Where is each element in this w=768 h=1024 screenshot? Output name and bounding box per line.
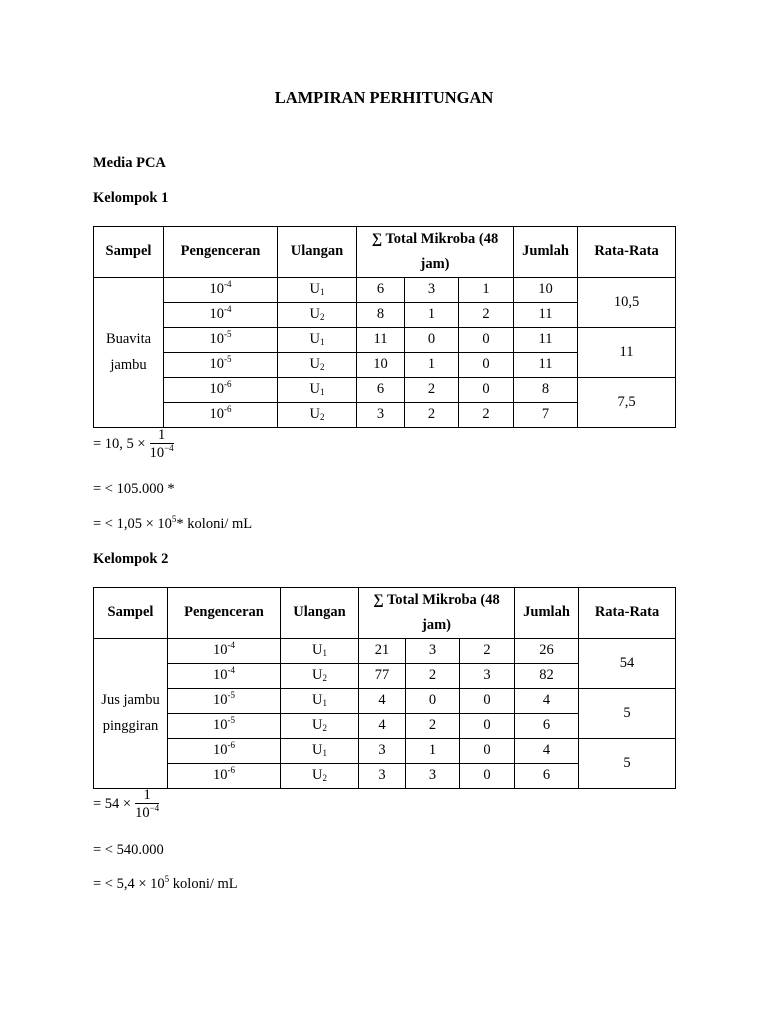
average-cell: 10,5 [578, 278, 676, 328]
dilution-cell: $10^{-5}$ [164, 328, 278, 353]
count-cell: 4 [359, 689, 406, 714]
jumlah-cell: 82 [515, 664, 579, 689]
replicate-cell: $U_1$ [281, 689, 359, 714]
count-cell: 1 [405, 303, 459, 328]
header-ulangan: Ulangan [278, 227, 357, 278]
header-rata-rata: Rata-Rata [579, 588, 676, 639]
replicate-cell: $U_2$ [281, 764, 359, 789]
group-1-heading: Kelompok 1 [93, 190, 169, 206]
count-cell: 2 [459, 303, 514, 328]
replicate-cell: $U_1$ [278, 278, 357, 303]
replicate-cell: $U_2$ [281, 664, 359, 689]
header-sampel: Sampel [94, 588, 168, 639]
header-jumlah: Jumlah [514, 227, 578, 278]
header-pengenceran: Pengenceran [164, 227, 278, 278]
count-cell: 2 [406, 714, 460, 739]
jumlah-cell: 11 [514, 353, 578, 378]
count-cell: 1 [406, 739, 460, 764]
count-cell: 1 [405, 353, 459, 378]
count-cell: 0 [460, 714, 515, 739]
jumlah-cell: 6 [515, 764, 579, 789]
group-2-formula-2: = < 540.000 [93, 842, 164, 858]
count-cell: 0 [460, 689, 515, 714]
count-cell: 4 [359, 714, 406, 739]
replicate-cell: $U_1$ [281, 739, 359, 764]
table-row [94, 378, 676, 403]
table-header-row [94, 588, 676, 639]
dilution-cell: $10^{-5}$ [168, 714, 281, 739]
dilution-cell: $10^{-6}$ [164, 378, 278, 403]
average-cell: 7,5 [578, 378, 676, 428]
jumlah-cell: 4 [515, 689, 579, 714]
count-cell: 2 [459, 403, 514, 428]
count-cell: 2 [406, 664, 460, 689]
media-heading: Media PCA [93, 155, 166, 171]
group-2-body [94, 639, 676, 789]
dilution-cell: $10^{-5}$ [164, 353, 278, 378]
count-cell: 1 [459, 278, 514, 303]
count-cell: 6 [357, 278, 405, 303]
count-cell: 8 [357, 303, 405, 328]
count-cell: 3 [406, 639, 460, 664]
group-1-formula-3: = < $1,05 \times 10^5*$ koloni/ mL [93, 514, 253, 532]
dilution-cell: $10^{-6}$ [168, 739, 281, 764]
table-row [94, 278, 676, 303]
count-cell: 3 [405, 278, 459, 303]
replicate-cell: $U_1$ [278, 378, 357, 403]
count-cell: 3 [460, 664, 515, 689]
header-total-mikroba: ∑ Total Mikroba (48 jam) [357, 227, 514, 278]
group-1-formula-2: = < 105.000 * [93, 481, 175, 497]
average-cell: 5 [579, 689, 676, 739]
count-cell: 10 [357, 353, 405, 378]
dilution-cell: $10^{-4}$ [164, 303, 278, 328]
dilution-cell: $10^{-4}$ [164, 278, 278, 303]
sample-name-cell: Buavita jambu [94, 278, 164, 428]
replicate-cell: $U_2$ [281, 714, 359, 739]
jumlah-cell: 11 [514, 303, 578, 328]
sample-name-cell: Jus jambu pinggiran [94, 639, 168, 789]
count-cell: 3 [359, 739, 406, 764]
table-row [94, 639, 676, 664]
count-cell: 0 [459, 328, 514, 353]
count-cell: 0 [460, 739, 515, 764]
count-cell: 0 [405, 328, 459, 353]
table-row [94, 689, 676, 714]
average-cell: 54 [579, 639, 676, 689]
dilution-cell: $10^{-6}$ [164, 403, 278, 428]
header-rata-rata: Rata-Rata [578, 227, 676, 278]
count-cell: 3 [406, 764, 460, 789]
header-pengenceran: Pengenceran [168, 588, 281, 639]
count-cell: 0 [460, 764, 515, 789]
count-cell: 3 [359, 764, 406, 789]
group-2-formula-1: = 54 × $\frac{1}{10^{-4}}$ [93, 787, 160, 821]
fraction: $\frac{1}{10^{-4}}$ [149, 427, 174, 461]
count-cell: 2 [405, 378, 459, 403]
dilution-cell: $10^{-4}$ [168, 664, 281, 689]
count-cell: 0 [459, 353, 514, 378]
count-cell: 2 [405, 403, 459, 428]
dilution-cell: $10^{-4}$ [168, 639, 281, 664]
group-1-body [94, 278, 676, 428]
header-total-mikroba: ∑ Total Mikroba (48 jam) [359, 588, 515, 639]
count-cell: 3 [357, 403, 405, 428]
table-row [94, 739, 676, 764]
header-jumlah: Jumlah [515, 588, 579, 639]
count-cell: 21 [359, 639, 406, 664]
count-cell: 0 [459, 378, 514, 403]
group-2-heading: Kelompok 2 [93, 551, 169, 567]
dilution-cell: $10^{-6}$ [168, 764, 281, 789]
replicate-cell: $U_1$ [278, 328, 357, 353]
jumlah-cell: 7 [514, 403, 578, 428]
fraction: $\frac{1}{10^{-4}}$ [135, 787, 160, 821]
jumlah-cell: 6 [515, 714, 579, 739]
replicate-cell: $U_1$ [281, 639, 359, 664]
page-title: LAMPIRAN PERHITUNGAN [274, 88, 494, 107]
group-2-table [93, 587, 676, 789]
header-sampel: Sampel [94, 227, 164, 278]
count-cell: 77 [359, 664, 406, 689]
replicate-cell: $U_2$ [278, 303, 357, 328]
table-header-row [94, 227, 676, 278]
header-ulangan: Ulangan [281, 588, 359, 639]
jumlah-cell: 8 [514, 378, 578, 403]
dilution-cell: $10^{-5}$ [168, 689, 281, 714]
replicate-cell: $U_2$ [278, 353, 357, 378]
table-row [94, 328, 676, 353]
replicate-cell: $U_2$ [278, 403, 357, 428]
jumlah-cell: 10 [514, 278, 578, 303]
group-1-formula-1: = 10, 5 × $\frac{1}{10^{-4}}$ [93, 427, 174, 461]
count-cell: 11 [357, 328, 405, 353]
count-cell: 2 [460, 639, 515, 664]
average-cell: 5 [579, 739, 676, 789]
average-cell: 11 [578, 328, 676, 378]
count-cell: 6 [357, 378, 405, 403]
jumlah-cell: 4 [515, 739, 579, 764]
group-2-formula-3: = < $5,4 \times 10^5$ koloni/ mL [93, 874, 238, 892]
count-cell: 0 [406, 689, 460, 714]
group-1-table [93, 226, 676, 428]
jumlah-cell: 11 [514, 328, 578, 353]
jumlah-cell: 26 [515, 639, 579, 664]
